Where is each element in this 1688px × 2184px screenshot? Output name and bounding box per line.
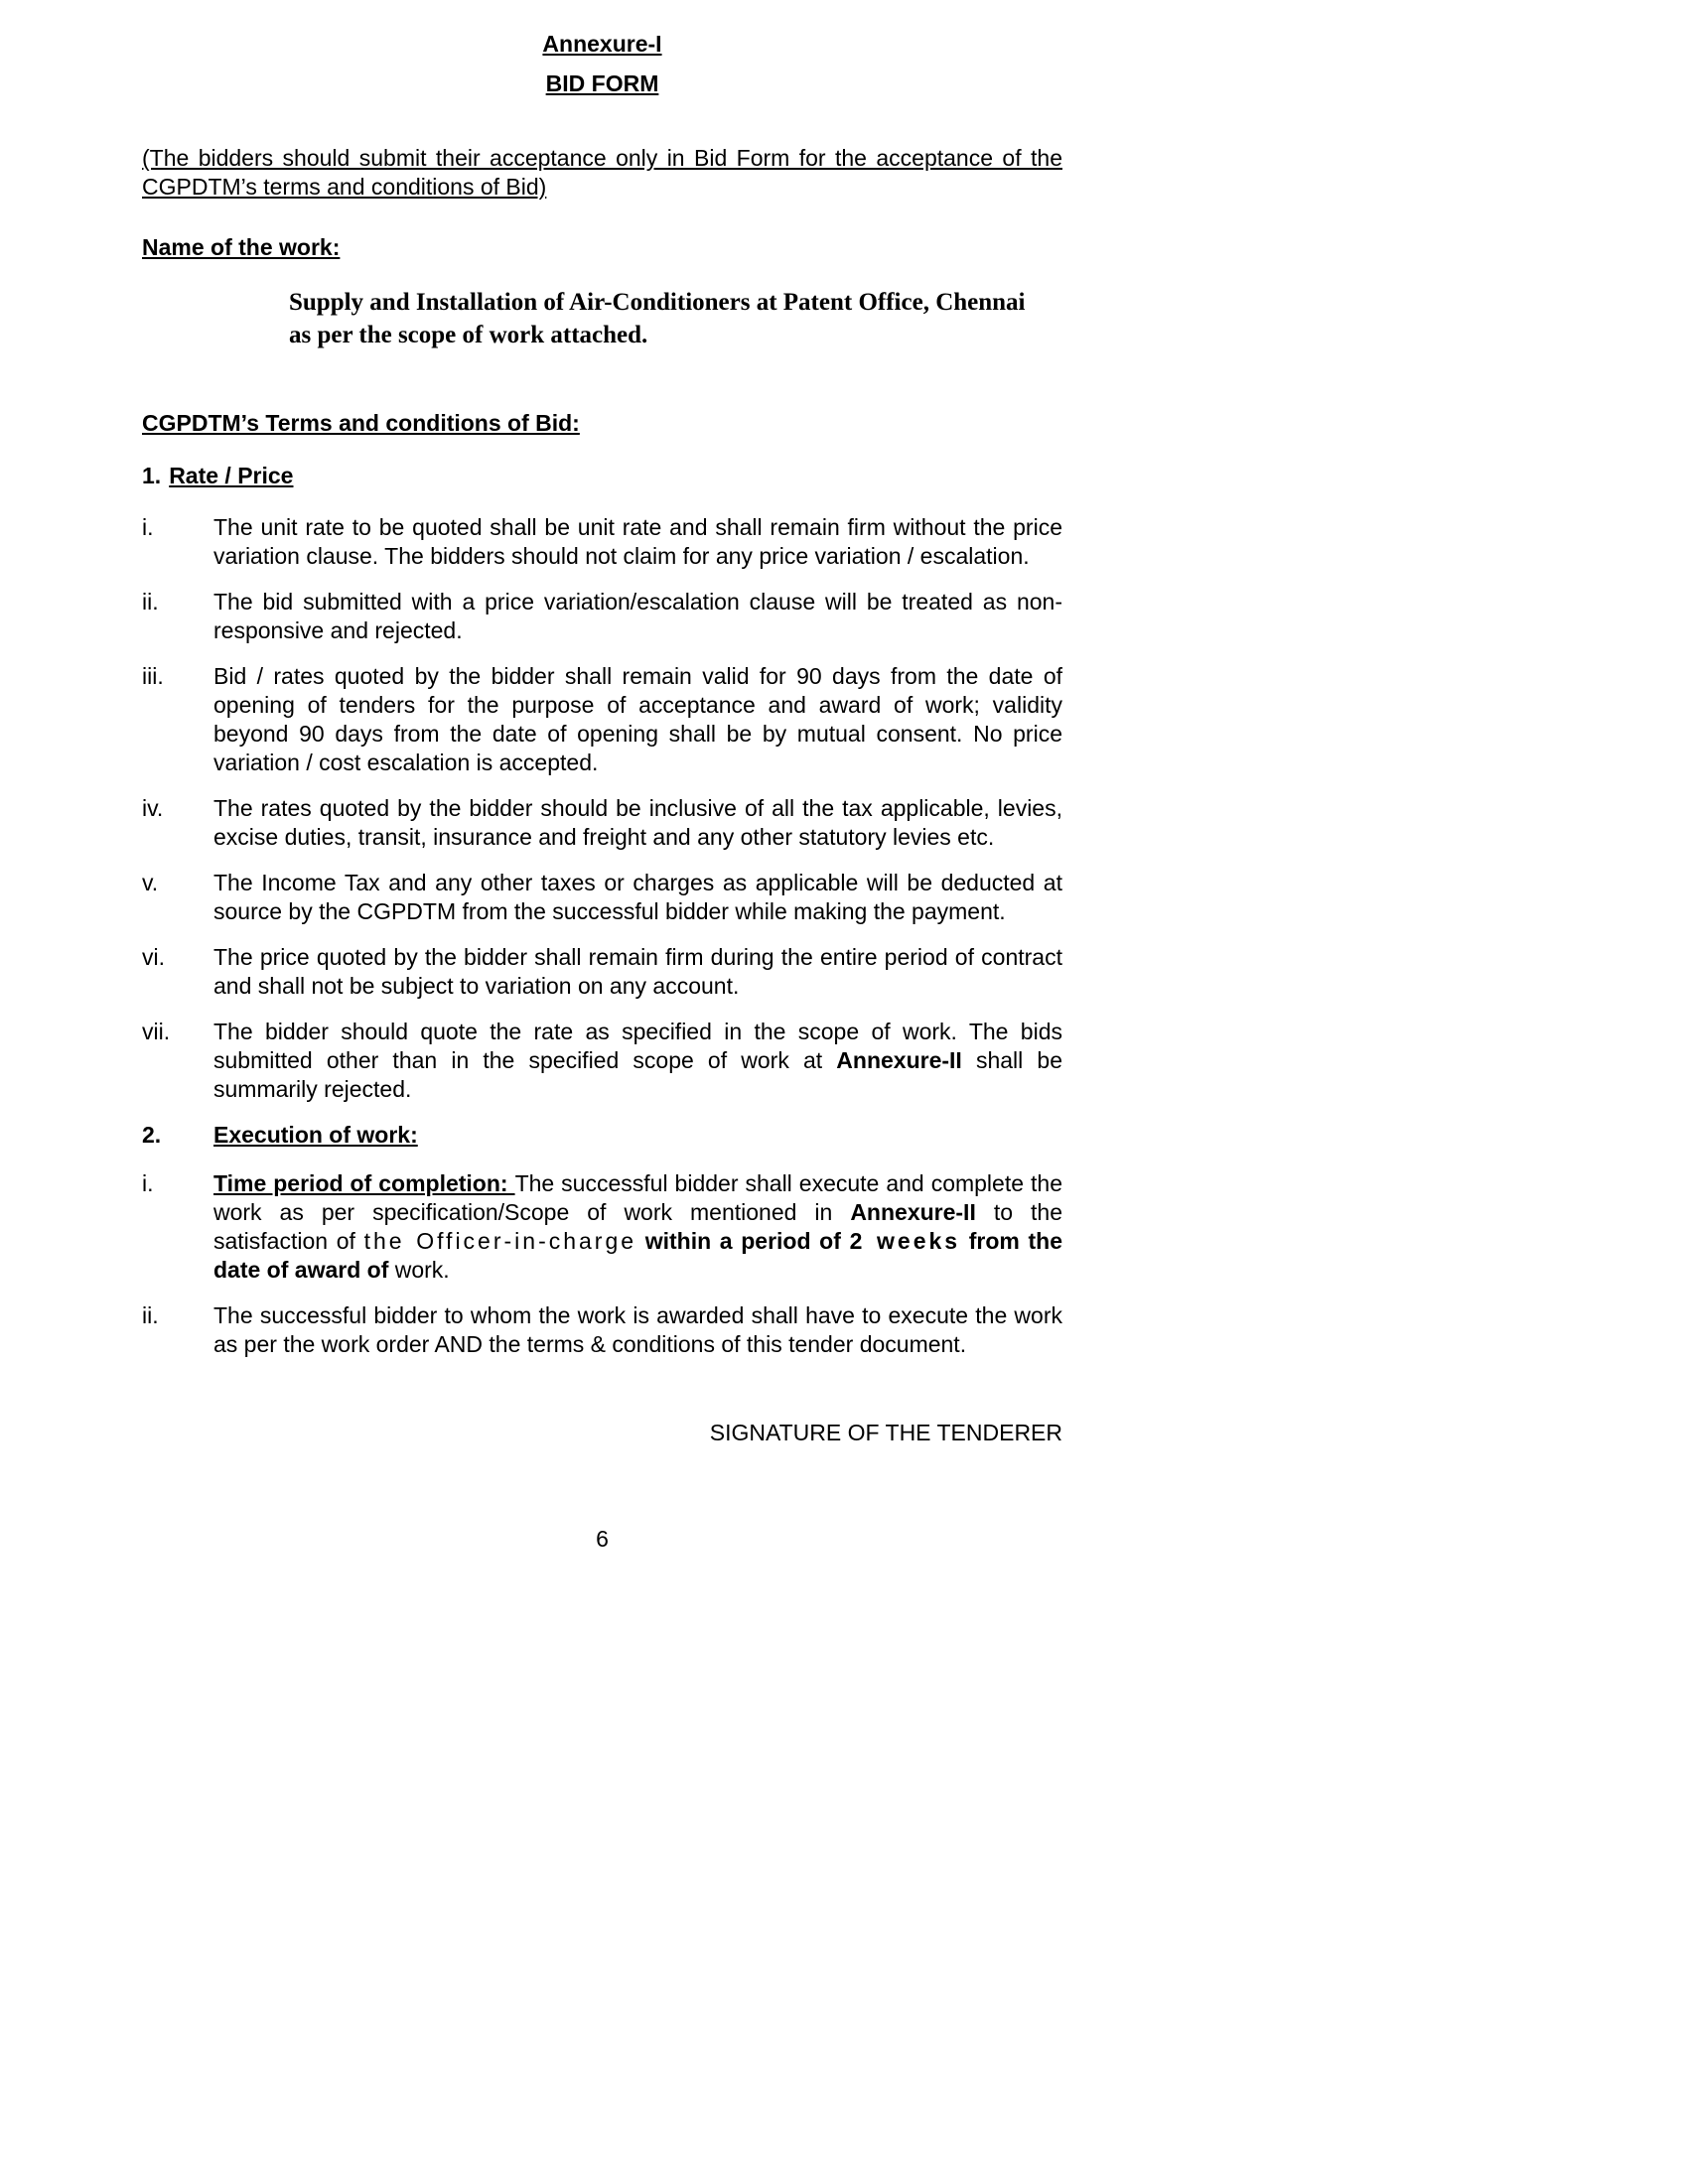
item-text: Bid / rates quoted by the bidder shall remain valid for 90 days from the date of opening of tenders for the purpose of acceptance and award of work; validity beyond 90 days from the date of opening shall be by mutual consent. No price variation / cost escalation is accepted.: [213, 663, 1062, 775]
list-item-1-iv: [142, 794, 1062, 852]
item-text: The bid submitted with a price variation/escalation clause will be treated as non-responsive and rejected.: [213, 589, 1062, 643]
section-1-number: 1.: [142, 463, 162, 488]
section-2-title-wrap: [213, 1121, 1062, 1150]
item-text: The successful bidder to whom the work is awarded shall have to execute the work as per the work order AND the terms & conditions of this tender document.: [213, 1302, 1062, 1357]
list-item-1-v: [142, 869, 1062, 926]
item-text: The price quoted by the bidder shall remain firm during the entire period of contract and shall not be subject to variation on any account.: [213, 944, 1062, 999]
section-1-title: Rate / Price: [169, 463, 294, 488]
item-text: The unit rate to be quoted shall be unit rate and shall remain firm without the price variation clause. The bidders should not claim for any price variation / escalation.: [213, 514, 1062, 569]
list-item-1-vi: [142, 943, 1062, 1001]
annexure-heading: [142, 30, 1062, 59]
item-label: vi.: [142, 944, 165, 970]
item-text: The bidder should quote the rate as specified in the scope of work. The bids submitted other than in the specified scope of work at Annexure-II shall be summarily rejected.: [213, 1019, 1062, 1102]
item-label: iv.: [142, 795, 164, 821]
document-title-heading: [142, 69, 1062, 98]
item-label: i.: [142, 1170, 154, 1196]
name-of-work-label: Name of the work:: [142, 234, 341, 260]
item-text: The rates quoted by the bidder should be inclusive of all the tax applicable, levies, excise duties, transit, insurance and freight and any other statutory levies etc.: [213, 795, 1062, 850]
item-text: The Income Tax and any other taxes or charges as applicable will be deducted at source by the CGPDTM from the successful bidder while making the payment.: [213, 870, 1062, 924]
section-2-title: Execution of work:: [213, 1122, 418, 1148]
item-text: Time period of completion: The successful bidder shall execute and complete the work as per specification/Scope of work mentioned in Annexure-II to the satisfaction of the Officer-in-charge within a period of 2 weeks from the date of award of work.: [213, 1170, 1062, 1283]
section-2-heading: [142, 1121, 1062, 1150]
page-number: 6: [596, 1526, 609, 1552]
item-label: ii.: [142, 589, 159, 614]
item-label: ii.: [142, 1302, 159, 1328]
list-item-1-ii: [142, 588, 1062, 645]
item-label: vii.: [142, 1019, 171, 1044]
item-label: v.: [142, 870, 159, 895]
intro-paragraph: [142, 144, 1062, 202]
name-of-work-heading: [142, 233, 1062, 262]
annexure-label: Annexure-I: [542, 31, 662, 57]
signature-line: SIGNATURE OF THE TENDERER: [709, 1420, 1062, 1445]
work-description: Supply and Installation of Air-Conditioners at Patent Office, Chennai as per the scope of work attached.: [289, 289, 1026, 348]
item-label: i.: [142, 514, 154, 540]
list-item-2-ii: [142, 1301, 1062, 1359]
list-item-2-i: [142, 1169, 1062, 1285]
terms-heading-text: CGPDTM’s Terms and conditions of Bid:: [142, 410, 580, 436]
section-1-heading: [142, 462, 1062, 490]
intro-text: (The bidders should submit their acceptance only in Bid Form for the acceptance of the CGPDTM’s terms and conditions of Bid): [142, 145, 1062, 200]
list-item-1-i: [142, 513, 1062, 571]
list-item-1-vii: [142, 1018, 1062, 1104]
section-2-number: 2.: [142, 1122, 162, 1148]
list-item-1-iii: [142, 662, 1062, 777]
item-label: iii.: [142, 663, 164, 689]
terms-heading: [142, 409, 1062, 438]
document-title: BID FORM: [545, 70, 659, 96]
